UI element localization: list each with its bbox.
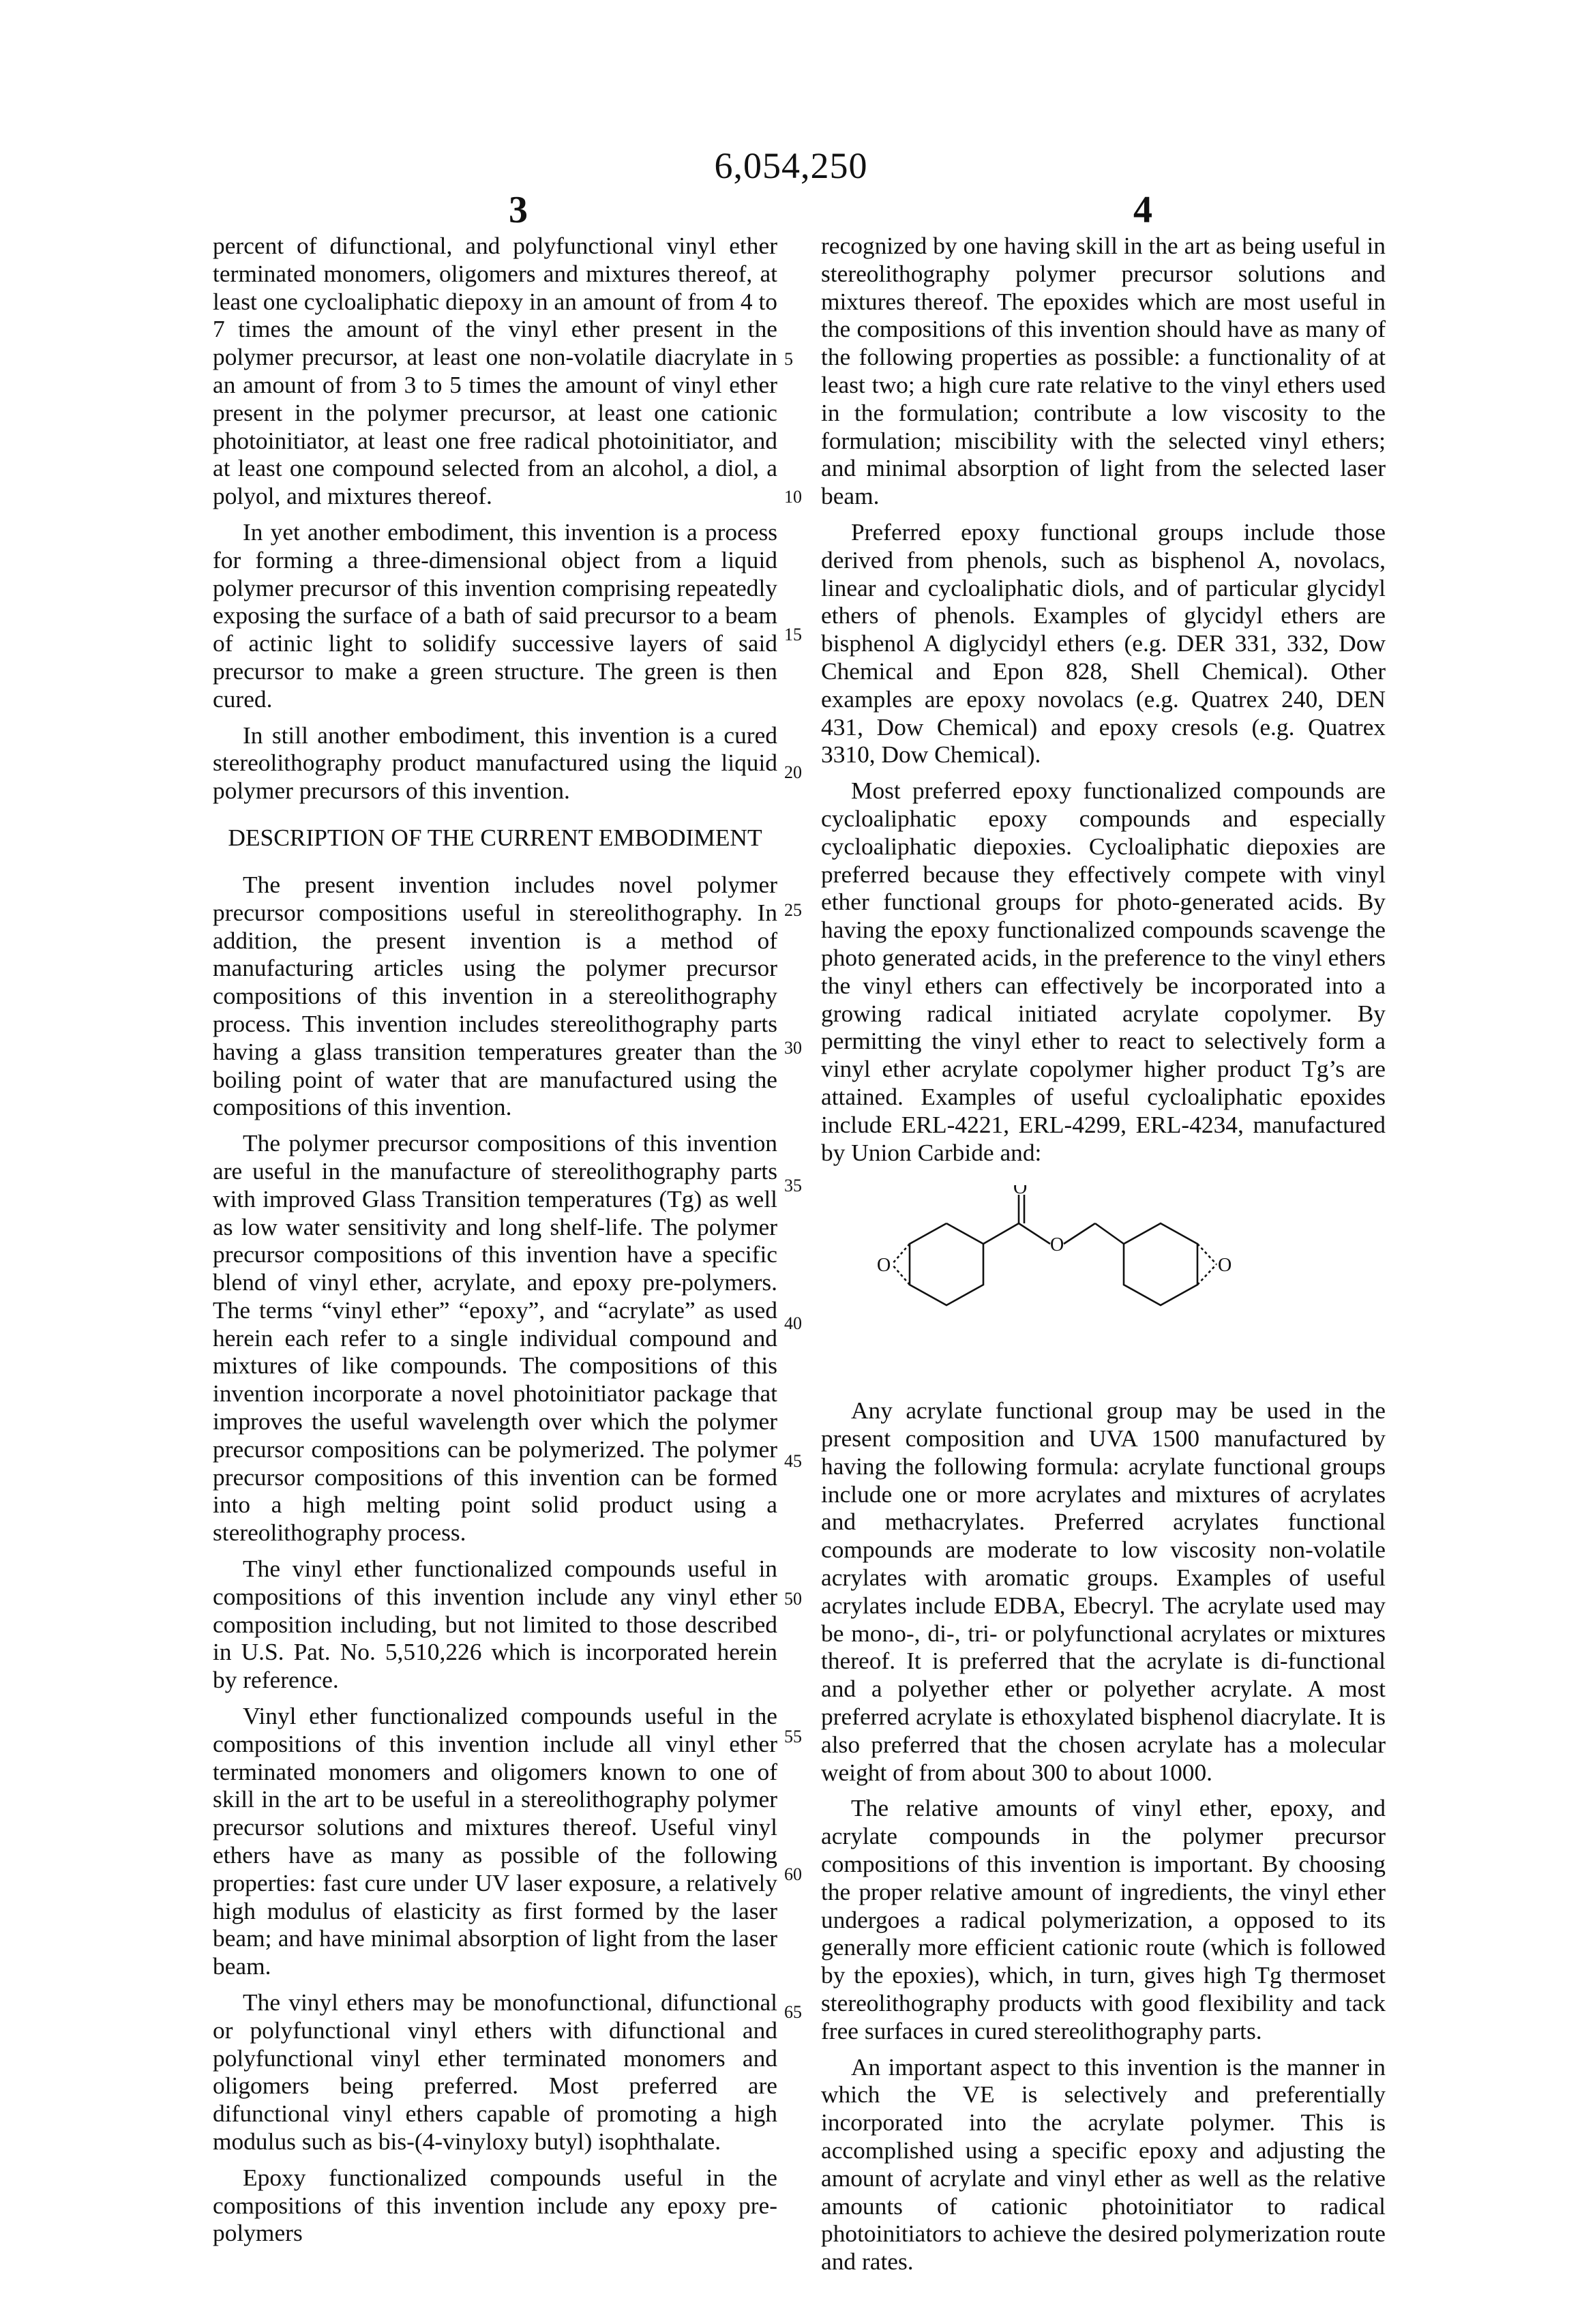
paragraph: Most preferred epoxy functionalized compounds are cycloaliphatic epoxy compounds and especially cycloaliphatic diepoxies. Cycloaliphatic diepoxies are preferred because they effectively compete with vinyl ether functional groups for photo-generated acids. By having the epoxy functionalized compounds scavenge the photo generated acids, in the preference to the vinyl ethers the vinyl ethers can effectively be incorporated into a growing radical initiated acrylate copolymer. By permitting the vinyl ether to react to selectively form a vinyl ether acrylate copolymer higher product Tg’s are attained. Examples of useful cycloaliphatic epoxides include ERL-4221, ERL-4299, ERL-4234, manufactured by Union Carbide and:: [821, 777, 1386, 1166]
left-epoxide-bond: [892, 1264, 910, 1285]
paragraph: Vinyl ether functionalized compounds useful in the compositions of this invention include all vinyl ether terminated monomers and oligomers known to one of skill in the art to be useful in a stereolithography polymer precursor solutions and mixtures thereof. Useful vinyl ethers have as many as possible of the following properties: fast cure under UV laser exposure, a relatively high modulus of elasticity as first formed by the laser beam; and have minimal absorption of light from the laser beam.: [213, 1702, 777, 1980]
right-epoxide-bond: [1197, 1264, 1217, 1285]
paragraph: percent of difunctional, and polyfunctional vinyl ether terminated monomers, oligomers and mixtures thereof, at least one cycloaliphatic diepoxy in an amount of from 4 to 7 times the amount of the vinyl ether present in the polymer precursor, at least one non-volatile diacrylate in an amount of from 3 to 5 times the amount of vinyl ether present in the polymer precursor, at least one cationic photoinitiator, at least one free radical photoinitiator, and at least one compound selected from an alcohol, a diol, a polyol, and mixtures thereof.: [213, 232, 777, 510]
left-column-number: 3: [509, 188, 528, 232]
left-epoxide-oxygen-label: O: [877, 1255, 891, 1276]
paragraph: Any acrylate functional group may be used in the present composition and UVA 1500 manufactured by having the following formula: acrylate functional groups include one or more acrylates and mixtures of acrylates and methacrylates. Preferred acrylates functional compounds are moderate to low viscosity non-volatile acrylates with aromatic groups. Examples of useful acrylates include EDBA, Ebecryl. The acrylate used may be mono-, di-, tri- or polyfunctional acrylates or mixtures thereof. It is preferred that the acrylate is di-functional and a polyether ether or polyether acrylate. A most preferred acrylate is ethoxylated bisphenol diacrylate. It is also preferred that the chosen acrylate has a molecular weight of from about 300 to about 1000.: [821, 1397, 1386, 1786]
paragraph: The relative amounts of vinyl ether, epoxy, and acrylate compounds in the polymer precursor compositions of this invention is important. By choosing the proper relative amount of ingredients, the vinyl ether undergoes a radical polymerization, a opposed to its generally more efficient cationic route (which is followed by the epoxies), which, in turn, gives high Tg thermoset stereolithography products with good flexibility and tack free surfaces in cured stereolithography parts.: [821, 1794, 1386, 2044]
left-epoxide-bond: [892, 1244, 910, 1264]
paragraph: The present invention includes novel polymer precursor compositions useful in stereolithography. In addition, the present invention is a method of manufacturing articles using the polymer precursor compositions of this invention in a stereolithography process. This invention includes stereolithography parts having a glass transition temperatures greater than the boiling point of water that are manufactured using the compositions of this invention.: [213, 871, 777, 1121]
line-number: 15: [784, 625, 802, 645]
left-column: [213, 232, 777, 2255]
patent-number: 6,054,250: [0, 145, 1582, 187]
line-number: 5: [784, 349, 793, 370]
line-number: 10: [784, 487, 802, 507]
right-column: [821, 232, 1386, 2284]
right-ring: [1124, 1223, 1197, 1305]
paragraph: Epoxy functionalized compounds useful in the compositions of this invention include any epoxy pre-polymers: [213, 2164, 777, 2247]
line-number: 40: [784, 1313, 802, 1334]
right-epoxide-bond: [1197, 1244, 1217, 1264]
paragraph: In still another embodiment, this invention is a cured stereolithography product manufactured using the liquid polymer precursors of this invention.: [213, 721, 777, 805]
paragraph: The polymer precursor compositions of this invention are useful in the manufacture of stereolithography parts with improved Glass Transition temperatures (Tg) as well as low water sensitivity and long shelf-life. The polymer precursor compositions of this invention have a specific blend of vinyl ether, acrylate, and epoxy pre-polymers. The terms “vinyl ether” “epoxy”, and “acrylate” as used herein each refer to a single individual compound and mixtures of like compounds. The compositions of this invention incorporate a novel photoinitiator package that improves the useful wavelength over which the polymer precursor compositions can be polymerized. The polymer precursor compositions of this invention can be formed into a high melting point solid product using a stereolithography process.: [213, 1129, 777, 1547]
line-number: 50: [784, 1589, 802, 1609]
line-number: 65: [784, 2002, 802, 2023]
line-number: 35: [784, 1176, 802, 1196]
right-epoxide-oxygen-label: O: [1218, 1255, 1232, 1276]
carbonyl-oxygen-label: O: [1013, 1185, 1027, 1198]
line-number: 60: [784, 1864, 802, 1885]
line-number: 55: [784, 1727, 802, 1747]
paragraph: The vinyl ethers may be monofunctional, difunctional or polyfunctional vinyl ethers with difunctional and polyfunctional vinyl ether terminated monomers and oligomers being preferred. Most preferred are difunctional vinyl ethers capable of promoting a high modulus such as bis-(4-vinyloxy butyl) isophthalate.: [213, 1988, 777, 2156]
paragraph: recognized by one having skill in the art as being useful in stereolithography polymer precursor solutions and mixtures thereof. The epoxides which are most useful in the compositions of this invention should have as many of the following properties as possible: a functionality of at least two; a high cure rate relative to the vinyl ethers used in the formulation; contribute a low viscosity to the formulation; miscibility with the selected vinyl ethers; and minimal absorption of light from the selected laser beam.: [821, 232, 1386, 510]
ester-oxygen-label: O: [1050, 1234, 1064, 1255]
line-number: 45: [784, 1451, 802, 1472]
chemical-structure-diagram: [821, 1185, 1386, 1328]
line-number: 25: [784, 900, 802, 921]
line-number: 20: [784, 762, 802, 783]
paragraph: An important aspect to this invention is the manner in which the VE is selectively and preferentially incorporated into the acrylate polymer. This is accomplished using a specific epoxy and adjusting the amount of acrylate and vinyl ether as well as the relative amounts of cationic photoinitiator to radical photoinitiators to achieve the desired polymerization route and rates.: [821, 2053, 1386, 2276]
right-column-number: 4: [1133, 188, 1152, 232]
line-numbers: [784, 232, 816, 2141]
paragraph: In yet another embodiment, this invention is a process for forming a three-dimensional object from a liquid polymer precursor of this invention comprising repeatedly exposing the surface of a bath of said precursor to a beam of actinic light to solidify successive layers of said precursor to make a green structure. The green is then cured.: [213, 518, 777, 713]
left-ring: [910, 1223, 983, 1305]
paragraph: The vinyl ether functionalized compounds useful in compositions of this invention include any vinyl ether composition including, but not limited to those described in U.S. Pat. No. 5,510,226 which is incorporated herein by reference.: [213, 1555, 777, 1694]
section-heading: DESCRIPTION OF THE CURRENT EMBODIMENT: [213, 824, 777, 852]
paragraph: Preferred epoxy functional groups include those derived from phenols, such as bisphenol A, novolacs, linear and cycloaliphatic diols, and of particular glycidyl ethers of phenols. Examples of glycidyl ethers are bisphenol A diglycidyl ethers (e.g. DER 331, 332, Dow Chemical and Epon 828, Shell Chemical). Other examples are epoxy novolacs (e.g. Quatrex 240, DEN 431, Dow Chemical) and epoxy cresols (e.g. Quatrex 3310, Dow Chemical).: [821, 518, 1386, 769]
line-number: 30: [784, 1038, 802, 1058]
